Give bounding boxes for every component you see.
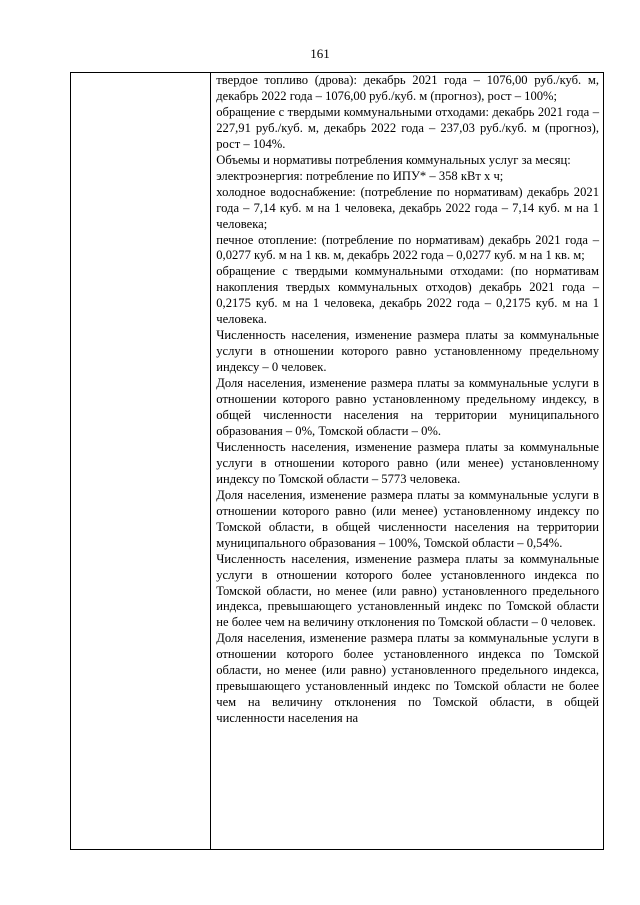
paragraph-share-above-index: Доля населения, изменение размера платы за коммунальные услуги в отношении которого более установленного индекса по Томской области, но менее (или равно) установленного предельного индекса, превышающего установленный индекс по Томской области не более чем на величину отклонения по Томской области, в общей численности населения на	[216, 631, 599, 726]
cell-text	[211, 73, 603, 727]
table-row	[71, 73, 604, 850]
paragraph-population-equal-limit: Численность населения, изменение размера платы за коммунальные услуги в отношении которого равно установленному предельному индексу – 0 человек.	[216, 328, 599, 375]
paragraph-cold-water: холодное водоснабжение: (потребление по нормативам) декабрь 2021 года – 7,14 куб. м на 1 человека, декабрь 2022 года – 7,14 куб. м на 1 человека;	[216, 184, 599, 231]
paragraph-share-regional-index: Доля населения, изменение размера платы за коммунальные услуги в отношении которого равно (или менее) установленному индексу по Томской области, в общей численности населения на территории муниципального образования – 100%, Томской области – 0,54%.	[216, 487, 599, 550]
paragraph-waste-norms: обращение с твердыми коммунальными отходами: (по нормативам накопления твердых коммунальных отходов) декабрь 2021 года – 0,2175 куб. м на 1 человека, декабрь 2022 года – 0,2175 куб. м на 1 человека.	[216, 264, 599, 327]
paragraph-stove-heating: печное отопление: (потребление по нормативам) декабрь 2021 года – 0,0277 куб. м на 1 кв. м, декабрь 2022 года – 0,0277 куб. м на 1 кв. м;	[216, 232, 599, 263]
table-cell-right	[211, 73, 604, 850]
table-cell-left	[71, 73, 211, 850]
paragraph-volumes-heading: Объемы и нормативы потребления коммунальных услуг за месяц:	[216, 152, 571, 167]
paragraph-share-equal-limit: Доля населения, изменение размера платы за коммунальные услуги в отношении которого равно установленному предельному индексу, в общей численности населения на территории муниципального образования – 0%, Томской области – 0%.	[216, 376, 599, 438]
paragraph-waste-tariff: обращение с твердыми коммунальными отходами: декабрь 2021 года – 227,91 руб./куб. м, декабрь 2022 года – 237,03 руб./куб. м (прогноз), рост – 104%.	[216, 104, 599, 151]
paragraph-electricity: электроэнергия: потребление по ИПУ* – 358 кВт х ч;	[216, 168, 504, 183]
paragraph-solid-fuel: твердое топливо (дрова): декабрь 2021 года – 1076,00 руб./куб. м, декабрь 2022 года – 1076,00 руб./куб. м (прогноз), рост – 100%;	[216, 73, 599, 103]
content-table	[70, 72, 604, 850]
paragraph-population-regional-index: Численность населения, изменение размера платы за коммунальные услуги в отношении которого равно (или менее) установленному индексу по Томской области – 5773 человека.	[216, 439, 599, 486]
page-number: 161	[310, 46, 330, 61]
paragraph-population-above-index: Численность населения, изменение размера платы за коммунальные услуги в отношении которого более установленного индекса по Томской области, но менее (или равно) установленного предельного индекса, превышающего установленный индекс по Томской области не более чем на величину отклонения по Томской области – 0 человек.	[216, 551, 599, 630]
